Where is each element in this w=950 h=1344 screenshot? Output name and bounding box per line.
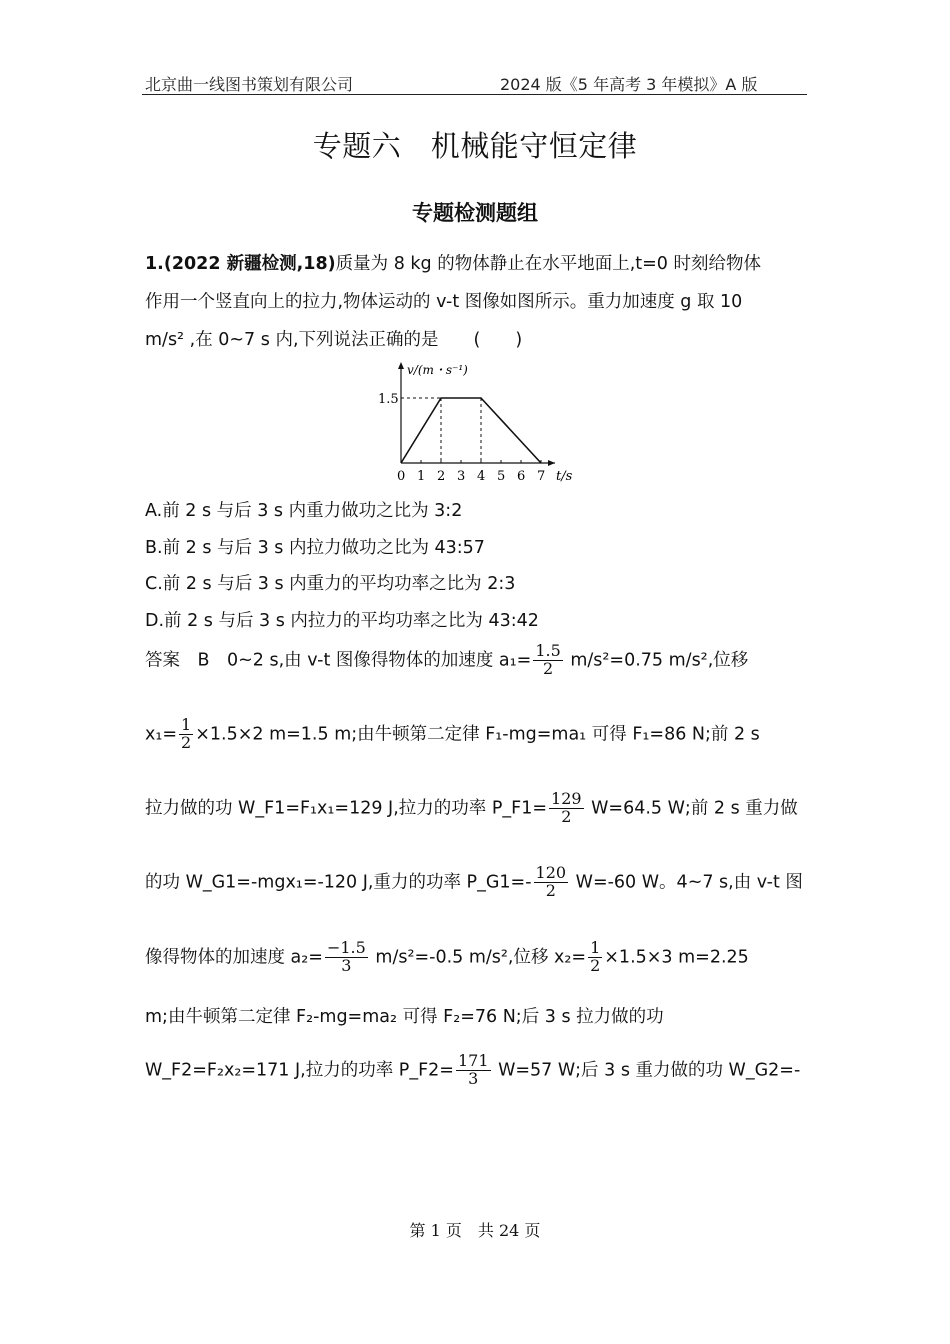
- x-tick-label-6: 6: [517, 469, 526, 484]
- fraction-half-2-den: 2: [590, 955, 601, 975]
- answer-line-2: [145, 717, 760, 752]
- header-publisher: 北京曲一线图书策划有限公司: [145, 75, 354, 94]
- fraction-a1-den: 2: [542, 658, 554, 678]
- question-line-1: [145, 250, 761, 275]
- x-tick-label-1: 1: [417, 469, 426, 484]
- fraction-half-1: [179, 717, 193, 752]
- x-tick-label-7: 7: [537, 469, 546, 484]
- x-tick-label-5: 5: [497, 469, 506, 484]
- fraction-a1-num: 1.5: [535, 641, 561, 660]
- velocity-series-line: [401, 398, 541, 463]
- answer-line-7: [145, 1053, 800, 1088]
- fraction-half-2-num: 1: [590, 938, 601, 957]
- answer-text-4b: W=-60 W。4~7 s,由 v-t 图: [570, 872, 803, 893]
- x-axis-label: t/s: [556, 469, 573, 484]
- fraction-pf2-den: 3: [468, 1068, 479, 1088]
- fraction-pf1-den: 2: [561, 806, 572, 826]
- answer-text-7a: W_F2=F₂x₂=171 J,拉力的功率 P_F2=: [145, 1060, 454, 1081]
- fraction-pf2-num: 171: [457, 1051, 489, 1070]
- fraction-pg1-den: 2: [545, 880, 556, 900]
- answer-text-3a: 拉力做的功 W_F1=F₁x₁=129 J,拉力的功率 P_F1=: [145, 798, 548, 819]
- answer-text-2a: x₁=: [145, 724, 178, 745]
- y-axis-arrow: [398, 362, 404, 369]
- page-footer: 第 1 页 共 24 页: [409, 1221, 541, 1240]
- answer-text-4a: 的功 W_G1=-mgx₁=-120 J,重力的功率 P_G1=-: [145, 872, 532, 893]
- answer-text-5b: m/s²=-0.5 m/s²,位移 x₂=: [369, 947, 587, 968]
- answer-text-5c: ×1.5×3 m=2.25: [604, 947, 749, 968]
- answer-text-2b: ×1.5×2 m=1.5 m;由牛顿第二定律 F₁-mg=ma₁ 可得 F₁=86 N;前 2 s: [195, 724, 760, 745]
- fraction-pg1-num: 120: [535, 863, 567, 882]
- fraction-pf2: [456, 1053, 491, 1088]
- question-source: (2022 新疆检测,18): [163, 254, 336, 274]
- fraction-half-1-num: 1: [181, 715, 192, 734]
- answer-line-6: m;由牛顿第二定律 F₂-mg=ma₂ 可得 F₂=76 N;后 3 s 拉力做的功: [145, 1007, 664, 1027]
- fraction-a2: [325, 940, 368, 975]
- answer-text-7b: W=57 W;后 3 s 重力做的功 W_G2=-: [492, 1060, 801, 1081]
- vt-graph: [370, 358, 585, 488]
- question-line-3: m/s² ,在 0~7 s 内,下列说法正确的是 ( ): [145, 330, 523, 350]
- answer-line-5: [145, 940, 749, 975]
- answer-text-3b: W=64.5 W;前 2 s 重力做: [585, 798, 798, 819]
- fraction-pf1-num: 129: [551, 789, 582, 808]
- answer-text-5a: 像得物体的加速度 a₂=: [145, 947, 323, 968]
- answer-line-1: [145, 643, 748, 678]
- x-tick-label-3: 3: [457, 469, 466, 484]
- x-tick-label-0: 0: [397, 469, 406, 484]
- answer-line-3: [145, 791, 798, 826]
- fraction-a2-den: 3: [341, 955, 352, 975]
- page-title: 专题六 机械能守恒定律: [312, 129, 638, 163]
- question-line-2: 作用一个竖直向上的拉力,物体运动的 v-t 图像如图所示。重力加速度 g 取 10: [145, 292, 743, 312]
- y-tick-label-1.5: 1.5: [378, 392, 399, 407]
- header-divider: [142, 94, 807, 95]
- option-a: A.前 2 s 与后 3 s 内重力做功之比为 3:2: [145, 501, 463, 521]
- fraction-pg1: [534, 865, 569, 900]
- question-number: 1.: [145, 254, 164, 274]
- fraction-pf1: [549, 791, 584, 826]
- answer-text-1b: m/s²=0.75 m/s²,位移: [564, 650, 749, 671]
- x-axis-arrow: [548, 460, 555, 466]
- x-tick-label-4: 4: [477, 469, 486, 484]
- y-axis-label: v/(m・s⁻¹): [407, 363, 468, 377]
- header-book-edition: 2024 版《5 年高考 3 年模拟》A 版: [500, 75, 758, 94]
- answer-text-1a: 答案 B 0~2 s,由 v-t 图像得物体的加速度 a₁=: [145, 650, 532, 671]
- x-tick-label-2: 2: [437, 469, 446, 484]
- option-c: C.前 2 s 与后 3 s 内重力的平均功率之比为 2:3: [145, 574, 516, 594]
- option-d: D.前 2 s 与后 3 s 内拉力的平均功率之比为 43:42: [145, 611, 539, 631]
- question-text-1: 质量为 8 kg 的物体静止在水平地面上,t=0 时刻给物体: [335, 254, 761, 274]
- fraction-a2-num: −1.5: [326, 938, 366, 957]
- option-b: B.前 2 s 与后 3 s 内拉力做功之比为 43:57: [145, 538, 485, 558]
- fraction-half-1-den: 2: [181, 732, 192, 752]
- section-subtitle: 专题检测题组: [412, 201, 538, 225]
- fraction-a1: [533, 643, 562, 678]
- fraction-half-2: [588, 940, 602, 975]
- answer-line-4: [145, 865, 803, 900]
